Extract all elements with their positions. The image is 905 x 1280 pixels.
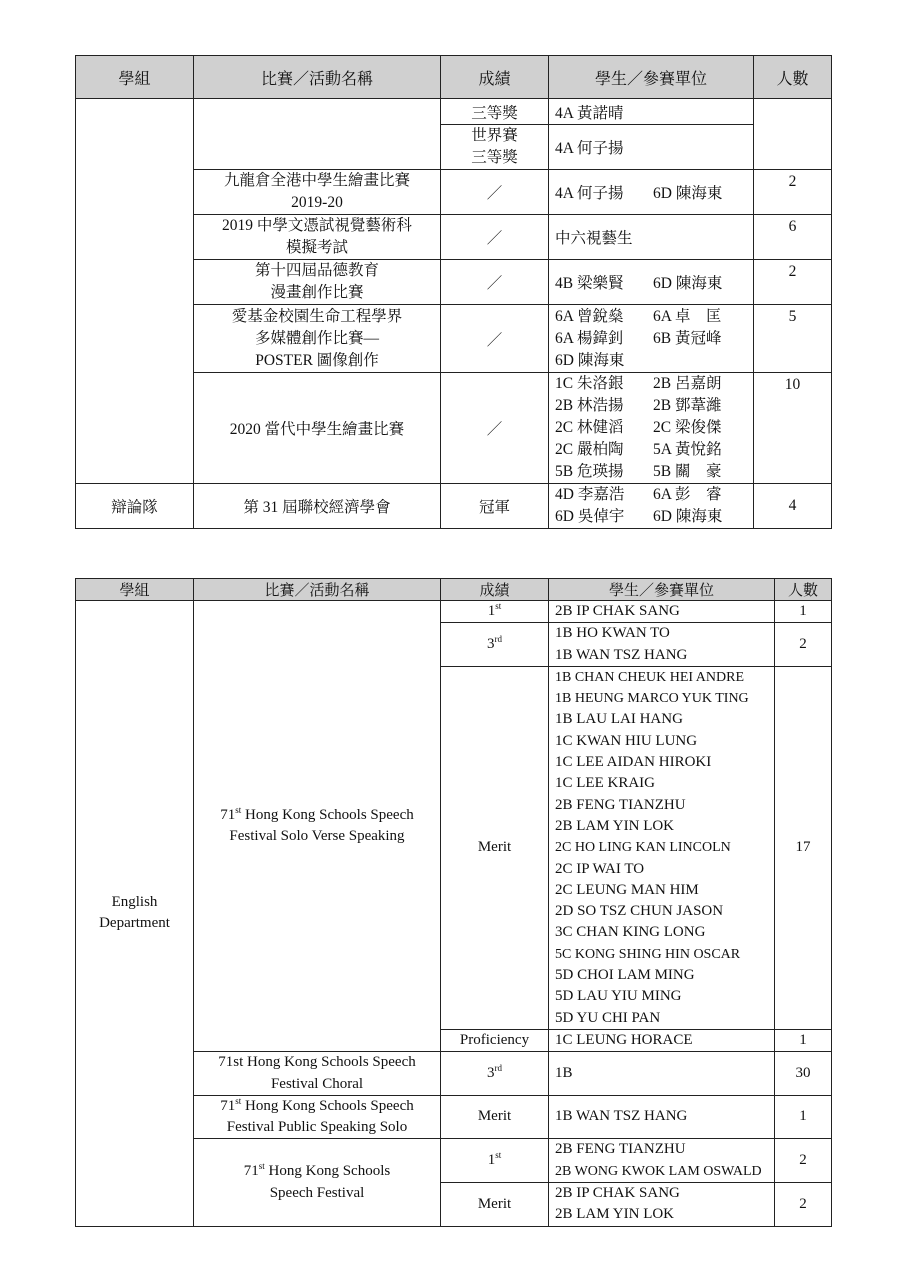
ordinal-number: 3 [487,635,495,652]
students-cell [549,1139,775,1183]
event-line: Festival Choral [270,1075,364,1092]
event-line [200,1096,434,1117]
students-cell: 1C LEUNG HORACE [549,1029,775,1051]
event-line: Speech Festival [269,1184,365,1201]
count-cell: 10 [754,373,832,484]
ordinal-suffix: st [495,1150,502,1161]
event-line: 愛基金校園生命工程學界 [231,307,403,325]
student-name: 6A 卓 匡 [653,307,722,325]
student-line [555,306,747,328]
student-name: 6A 彭 睿 [653,486,722,503]
result-cell [441,623,549,667]
student-name: 2C 林健滔 [555,419,624,436]
student-line: 1B LAU LAI HANG [555,711,683,728]
event-line: 2019-20 [291,194,343,211]
event-line [200,1161,434,1182]
students-cell [549,666,775,1029]
student-line [555,417,747,439]
student-line: 1B HEUNG MARCO YUK TING [555,691,749,707]
student-line: 2C IP WAI TO [555,860,645,877]
student-line: 1B WAN TSZ HANG [555,646,688,663]
result-cell [441,125,549,170]
event-text: Hong Kong Schools [264,1163,391,1180]
student-line: 2B WONG KWOK LAM OSWALD [555,1163,762,1179]
group-cell [76,601,194,1227]
event-cell [194,215,441,260]
header-group: 學組 [76,56,194,99]
student-line: 2B IP CHAK SANG [555,1185,680,1202]
result-cell [441,601,549,623]
ordinal-suffix: rd [494,633,502,644]
count-cell: 2 [754,170,832,215]
group-cell-empty [76,99,194,484]
count-cell: 2 [775,1183,832,1227]
result-cell: Merit [441,666,549,1029]
result-cell: ／ [441,170,549,215]
student-name: 4A 何子揚 [555,185,624,202]
student-line: 2D SO TSZ CHUN JASON [555,903,724,920]
group-line: Department [99,915,170,932]
result-cell: 冠軍 [441,484,549,529]
student-line [555,373,747,395]
result-cell: ／ [441,305,549,373]
student-line: 1B CHAN CHEUK HEI ANDRE [555,669,744,685]
students-cell: 4A 黃諾晴 [549,99,754,125]
header-event: 比賽／活動名稱 [194,56,441,99]
header-students: 學生／參賽單位 [549,579,775,601]
event-cell [194,1095,441,1139]
student-line: 2C HO LING KAN LINCOLN [555,840,731,856]
event-line: Festival Public Speaking Solo [226,1119,408,1136]
student-name: 6D 陳海東 [653,275,723,292]
header-result: 成績 [441,56,549,99]
student-line [555,395,747,417]
event-line: 漫畫創作比賽 [270,284,364,301]
student-name: 4B 梁樂賢 [555,275,624,292]
student-name: 5A 黃悅銘 [653,441,722,458]
student-name: 1C 朱洛銀 [555,375,624,392]
student-line: 1C KWAN HIU LUNG [555,732,698,749]
awards-table-1 [75,55,832,529]
student-name: 6D 陳海東 [653,508,723,525]
result-cell: ／ [441,215,549,260]
event-text: Hong Kong Schools Speech [241,806,414,823]
event-cell: 第 31 屆聯校經濟學會 [194,484,441,529]
students-cell [549,623,775,667]
result-cell: Merit [441,1095,549,1139]
header-count: 人數 [754,56,832,99]
student-line: 2B FENG TIANZHU [555,796,686,813]
student-line: 1B HO KWAN TO [555,625,670,642]
event-line: 多媒體創作比賽— [254,329,379,347]
student-name: 2C 梁俊傑 [653,419,722,436]
count-cell: 2 [775,1139,832,1183]
event-cell [194,305,441,373]
ordinal-suffix: st [258,1161,265,1172]
student-name: 2B 鄧葦濰 [653,397,722,414]
count-cell: 4 [754,484,832,529]
student-line [555,484,747,506]
student-name: 6D 陳海東 [555,351,625,369]
result-cell: Merit [441,1183,549,1227]
event-cell [194,1139,441,1226]
event-line: POSTER 圖像創作 [255,351,379,369]
student-name: 4D 李嘉浩 [555,486,625,503]
student-name: 6A 楊鍏釗 [555,329,624,347]
students-cell: 4A 何子揚 [549,125,754,170]
event-cell-empty [194,99,441,170]
ordinal-number: 1 [487,1152,496,1169]
students-cell: 中六視藝生 [549,215,754,260]
event-cell [194,1052,441,1096]
ordinal-suffix: st [235,804,242,815]
event-line: 71st Hong Kong Schools Speech [218,1054,416,1071]
student-name: 6D 吳倬宇 [555,508,625,525]
students-cell [549,484,754,529]
students-cell: 2B IP CHAK SANG [549,601,775,623]
student-line: 5D LAU YIU MING [555,988,682,1005]
awards-table-english [75,578,832,1227]
student-line [555,461,747,483]
event-cell [194,260,441,305]
ordinal-number: 3 [487,1064,495,1081]
header-event: 比賽／活動名稱 [194,579,441,601]
result-cell: Proficiency [441,1029,549,1051]
ordinal-suffix: rd [494,1062,502,1073]
table-row [76,484,832,529]
result-cell: ／ [441,260,549,305]
event-line: 第十四屆品德教育 [254,262,379,279]
result-cell [441,1052,549,1096]
student-line: 3C CHAN KING LONG [555,924,706,941]
count-cell: 1 [775,1095,832,1139]
count-cell-empty [754,99,832,170]
student-line: 2B LAM YIN LOK [555,817,675,834]
event-line [200,805,434,826]
student-name: 5B 危瑛揚 [555,463,624,480]
count-cell: 5 [754,305,832,373]
students-cell [549,170,754,215]
student-name: 5B 關 豪 [653,463,722,480]
event-text: Hong Kong Schools Speech [241,1097,414,1114]
student-line: 2C LEUNG MAN HIM [555,881,699,898]
ordinal-number: 71 [243,1163,259,1180]
table-row [76,99,832,125]
student-name: 6A 曾銳燊 [555,307,624,325]
students-cell: 1B [549,1052,775,1096]
students-cell: 1B WAN TSZ HANG [549,1095,775,1139]
event-line: 九龍倉全港中學生繪畫比賽 [223,172,410,189]
count-cell: 30 [775,1052,832,1096]
students-cell [549,1183,775,1227]
event-cell [194,170,441,215]
students-cell [549,373,754,484]
count-cell: 6 [754,215,832,260]
student-name: 2C 嚴柏陶 [555,441,624,458]
count-cell: 1 [775,601,832,623]
result-cell: ／ [441,373,549,484]
event-line: 2019 中學文憑試視覺藝術科 [222,217,412,234]
header-group: 學組 [76,579,194,601]
table-header-row [76,579,832,601]
student-line [555,350,747,372]
header-result: 成績 [441,579,549,601]
ordinal-suffix: st [495,601,502,611]
student-name: 2B 林浩揚 [555,397,624,414]
ordinal-suffix: st [235,1095,242,1106]
student-name: 6B 黃冠峰 [653,329,722,347]
header-count: 人數 [775,579,832,601]
student-line: 5D YU CHI PAN [555,1009,661,1026]
student-line [555,506,747,528]
student-line: 1C LEE AIDAN HIROKI [555,754,712,771]
group-line: English [111,894,158,910]
event-line: Festival Solo Verse Speaking [229,828,405,845]
event-line: 模擬考試 [285,239,348,256]
result-cell: 三等獎 [441,99,549,125]
count-cell: 1 [775,1029,832,1051]
student-name: 6D 陳海東 [653,185,723,202]
result-cell [441,1139,549,1183]
event-cell: 2020 當代中學生繪畫比賽 [194,373,441,484]
ordinal-number: 71 [220,806,236,823]
header-students: 學生／參賽單位 [549,56,754,99]
student-line: 5D CHOI LAM MING [555,967,695,984]
ordinal-number: 71 [220,1097,236,1114]
student-line: 1C LEE KRAIG [555,775,655,792]
ordinal-number: 1 [487,603,496,619]
result-line: 三等獎 [471,149,518,166]
student-name: 2B 呂嘉朗 [653,375,722,392]
student-line [555,439,747,461]
student-line: 2B FENG TIANZHU [555,1141,686,1158]
students-cell [549,305,754,373]
student-line: 2B LAM YIN LOK [555,1206,675,1223]
count-cell: 2 [775,623,832,667]
student-line [555,328,747,350]
count-cell: 17 [775,666,832,1029]
group-cell: 辯論隊 [76,484,194,529]
students-cell [549,260,754,305]
table-header-row [76,56,832,99]
event-cell [194,601,441,1052]
student-line: 5C KONG SHING HIN OSCAR [555,946,741,962]
count-cell: 2 [754,260,832,305]
result-line: 世界賽 [471,127,518,144]
table-row [76,601,832,623]
